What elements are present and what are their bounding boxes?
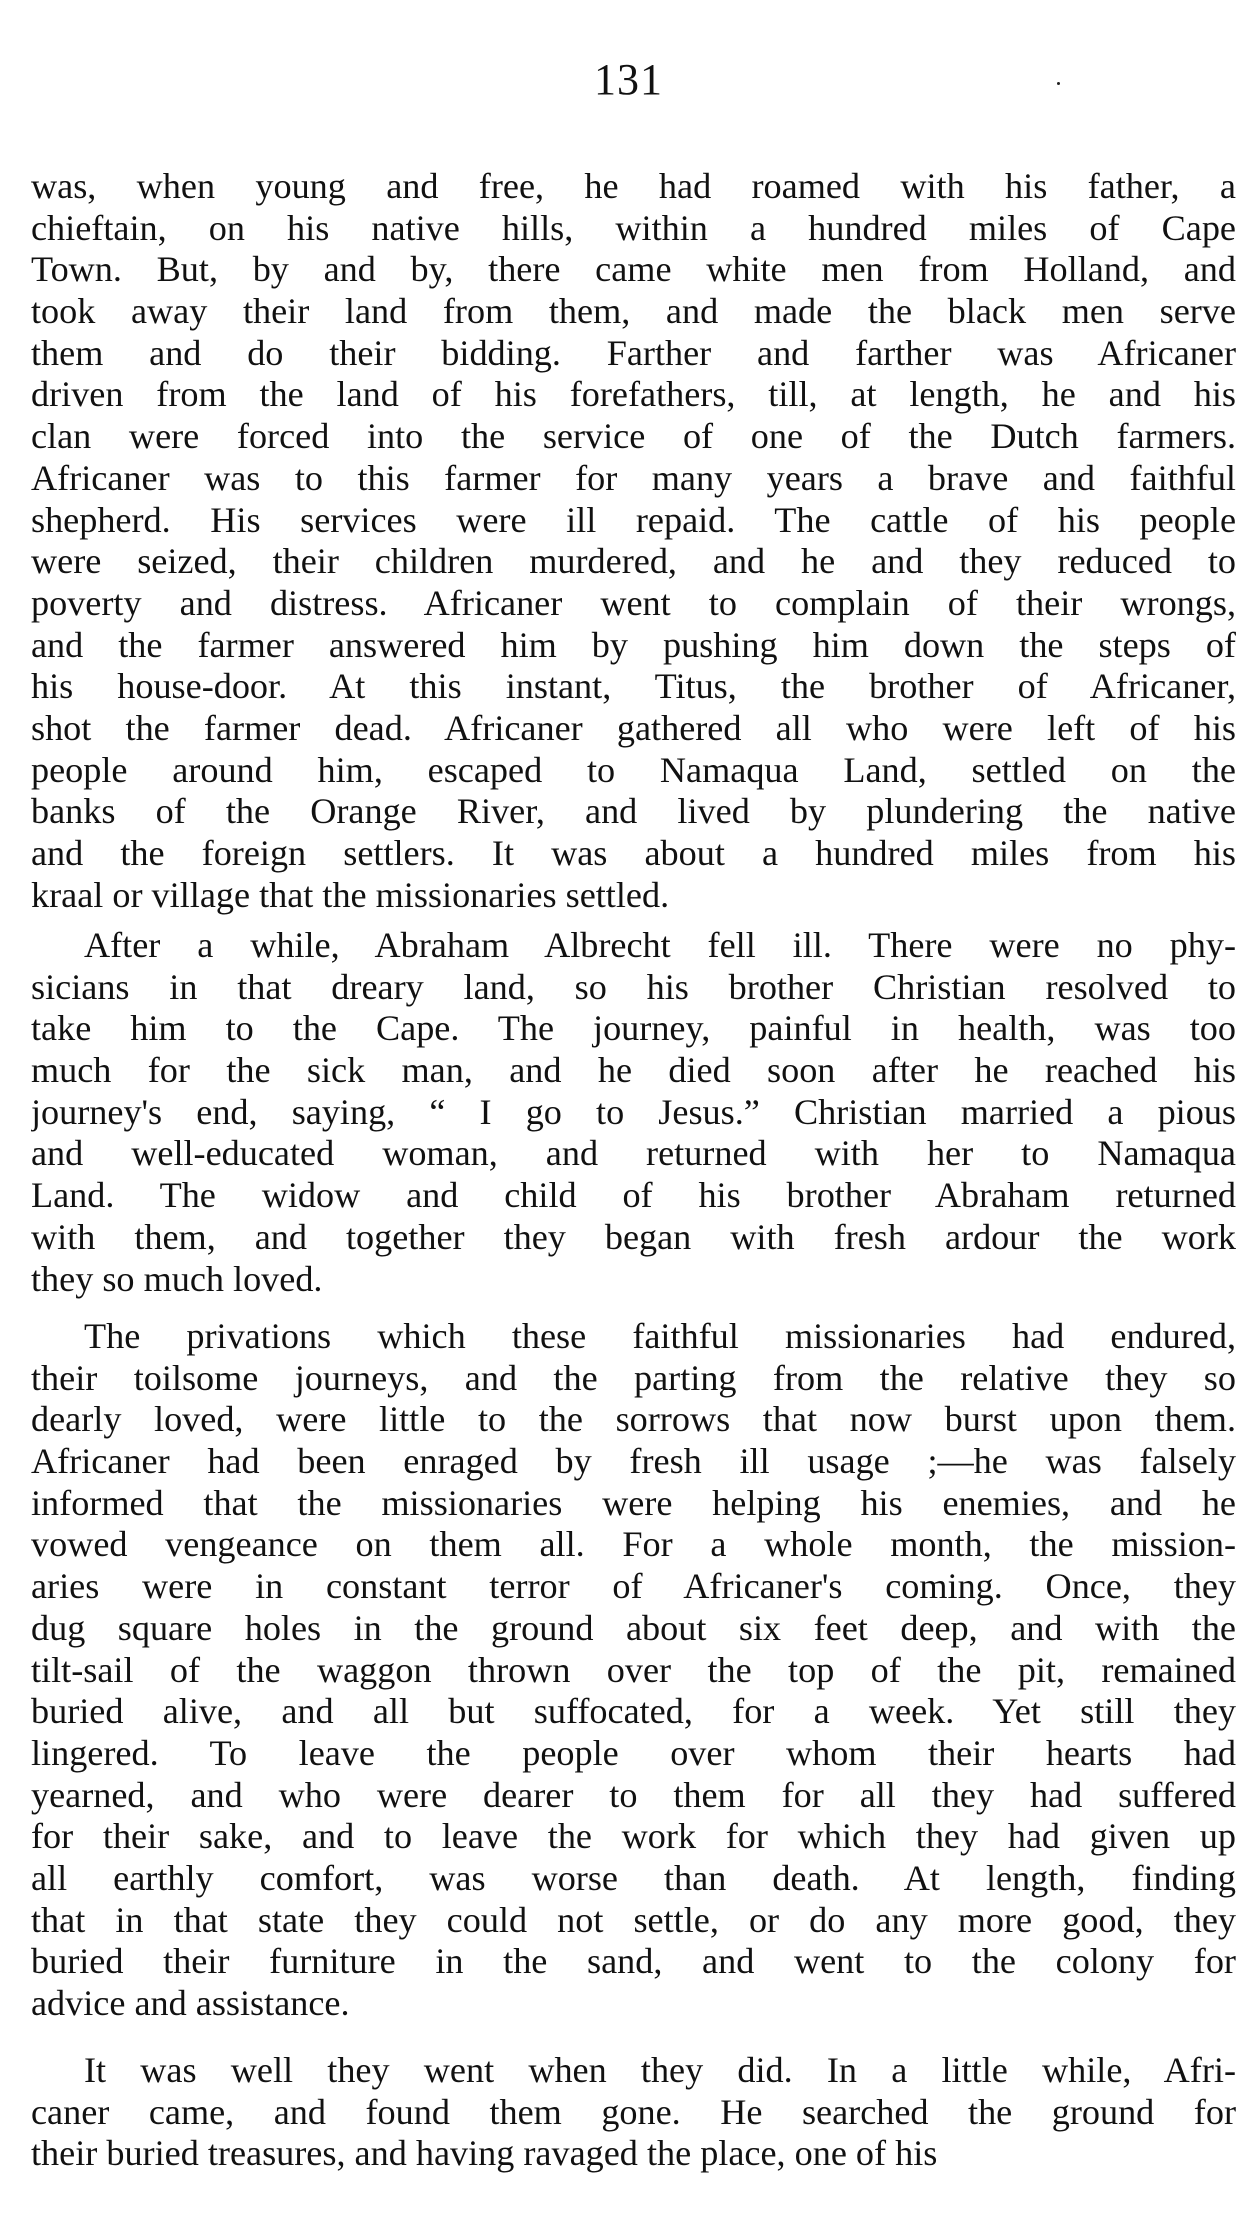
paragraph-3 xyxy=(31,1316,1236,2025)
text-line: The privations which these faithful missionaries had endured, xyxy=(84,1316,1236,1356)
text-line: sicians in that dreary land, so his brother Christian resolved to xyxy=(31,966,1236,1007)
text-line: were seized, their children murdered, and he and they reduced to xyxy=(31,541,1236,582)
text-line: banks of the Orange River, and lived by plundering the native xyxy=(31,791,1236,832)
text-line: lingered. To leave the people over whom their hearts had xyxy=(31,1732,1236,1773)
text-line: took away their land from them, and made the black men serve xyxy=(31,291,1236,332)
text-line: with them, and together they began with fresh ardour the work xyxy=(31,1216,1236,1257)
text-line: informed that the missionaries were helping his enemies, and he xyxy=(31,1482,1236,1523)
text-line: It was well they went when they did. In a little while, Afri- xyxy=(84,2050,1236,2090)
text-line: shot the farmer dead. Africaner gathered all who were left of his xyxy=(31,707,1236,748)
text-line: take him to the Cape. The journey, painful in health, was too xyxy=(31,1008,1236,1049)
paragraph-1 xyxy=(31,166,1236,916)
text-line: their buried treasures, and having ravaged the place, one of his xyxy=(31,2133,938,2174)
text-line: for their sake, and to leave the work for which they had given up xyxy=(31,1816,1236,1857)
text-line: journey's end, saying, “ I go to Jesus.” Christian married a pious xyxy=(31,1091,1236,1132)
text-line: and the foreign settlers. It was about a hundred miles from his xyxy=(31,833,1236,873)
text-line: driven from the land of his forefathers, till, at length, he and his xyxy=(31,374,1236,415)
text-line: and well-educated woman, and returned with her to Namaqua xyxy=(31,1133,1236,1174)
text-line: yearned, and who were dearer to them for all they had suffered xyxy=(31,1774,1236,1815)
text-line: Land. The widow and child of his brother Abraham returned xyxy=(31,1175,1236,1216)
text-line: his house-door. At this instant, Titus, the brother of Africaner, xyxy=(31,666,1236,707)
text-line: was, when young and free, he had roamed with his father, a xyxy=(31,166,1236,206)
text-line: chieftain, on his native hills, within a hundred miles of Cape xyxy=(31,207,1236,248)
text-line: much for the sick man, and he died soon after he reached his xyxy=(31,1050,1236,1091)
text-line: kraal or village that the missionaries settled. xyxy=(31,874,670,915)
text-line: Town. But, by and by, there came white men from Holland, and xyxy=(31,249,1236,290)
paragraph-4 xyxy=(31,2050,1236,2175)
text-line: tilt-sail of the waggon thrown over the top of the pit, remained xyxy=(31,1649,1236,1690)
text-line: dearly loved, were little to the sorrows that now burst upon them. xyxy=(31,1399,1236,1440)
text-line: After a while, Abraham Albrecht fell ill. There were no phy- xyxy=(84,925,1236,965)
text-line: they so much loved. xyxy=(31,1258,323,1299)
text-line: Africaner was to this farmer for many years a brave and faithful xyxy=(31,457,1236,498)
text-line: all earthly comfort, was worse than death. At length, finding xyxy=(31,1857,1236,1898)
text-line: their toilsome journeys, and the parting from the relative they so xyxy=(31,1357,1236,1398)
text-line: buried alive, and all but suffocated, for a week. Yet still they xyxy=(31,1691,1236,1732)
text-line: Africaner had been enraged by fresh ill usage ;—he was falsely xyxy=(31,1441,1236,1482)
text-line: that in that state they could not settle, or do any more good, they xyxy=(31,1899,1236,1940)
paragraph-2 xyxy=(31,925,1236,1300)
page-number: 131 xyxy=(594,55,663,104)
text-line: poverty and distress. Africaner went to complain of their wrongs, xyxy=(31,582,1236,623)
text-line: shepherd. His services were ill repaid. The cattle of his people xyxy=(31,499,1236,540)
text-line: clan were forced into the service of one of the Dutch farmers. xyxy=(31,416,1236,457)
text-line: vowed vengeance on them all. For a whole month, the mission- xyxy=(31,1524,1236,1565)
text-line: buried their furniture in the sand, and went to the colony for xyxy=(31,1941,1236,1982)
ink-speck xyxy=(1057,82,1060,85)
text-line: people around him, escaped to Namaqua Land, settled on the xyxy=(31,749,1236,790)
text-line: aries were in constant terror of Africaner's coming. Once, they xyxy=(31,1566,1236,1607)
text-line: them and do their bidding. Farther and farther was Africaner xyxy=(31,332,1236,373)
text-line: and the farmer answered him by pushing him down the steps of xyxy=(31,624,1236,665)
text-line: advice and assistance. xyxy=(31,1983,350,2023)
text-line: caner came, and found them gone. He searched the ground for xyxy=(31,2091,1236,2132)
text-line: dug square holes in the ground about six feet deep, and with the xyxy=(31,1607,1236,1648)
